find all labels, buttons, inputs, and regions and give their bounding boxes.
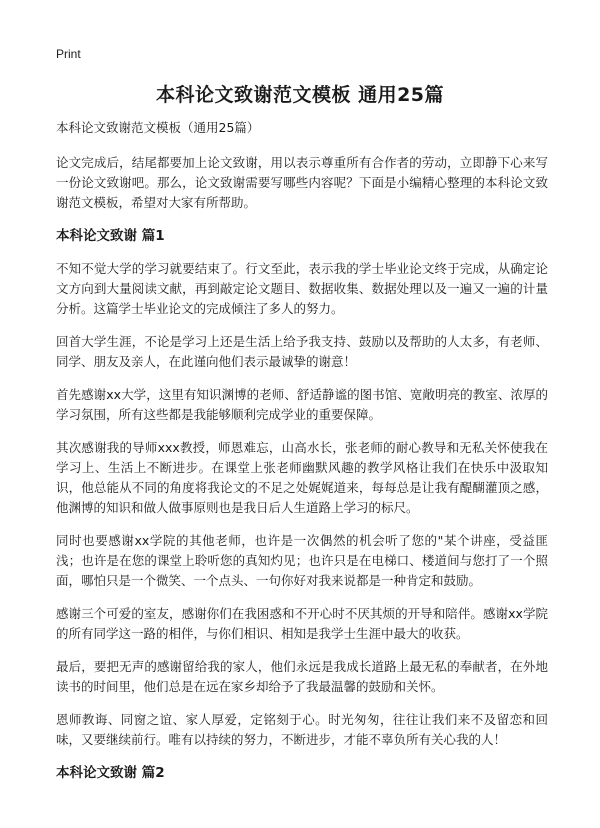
intro-paragraph: 论文完成后，结尾都要加上论文致谢，用以表示尊重所有合作者的劳动，立即静下心来写一份论文致谢吧。那么，论文致谢需要写哪些内容呢？下面是小编精心整理的本科论文致谢范文模板，希望对大家有所帮助。 (56, 155, 548, 210)
document-body (56, 118, 548, 796)
section-1-paragraph-3: 首先感谢xx大学，这里有知识渊博的老师、舒适静谧的图书馆、宽敞明亮的教室、浓厚的学习氛围，所有这些都是我能够顺利完成学业的重要保障。 (56, 387, 548, 422)
document-subtitle: 本科论文致谢范文模板（通用25篇） (56, 120, 260, 135)
section-1-paragraph-7: 最后，要把无声的感谢留给我的家人，他们永远是我成长道路上最无私的奉献者，在外地读书的时间里，他们总是在远在家乡却给予了我最温馨的鼓励和关怀。 (56, 659, 548, 694)
section-1-paragraph-8: 恩师教诲、同窗之谊、家人厚爱，定铭刻于心。时光匆匆，往往让我们来不及留恋和回味，又要继续前行。唯有以持续的努力，不断进步，才能不辜负所有关心我的人！ (56, 712, 548, 747)
section-1-paragraph-6: 感谢三个可爱的室友，感谢你们在我困惑和不开心时不厌其烦的开导和陪伴。感谢xx学院的所有同学这一路的相伴，与你们相识、相知是我学士生涯中最大的收获。 (56, 606, 548, 641)
section-1-paragraph-2: 回首大学生涯，不论是学习上还是生活上给予我支持、鼓励以及帮助的人太多，有老师、同学、朋友及亲人，在此谨向他们表示最诚挚的谢意！ (56, 334, 548, 369)
section-heading-2: 本科论文致谢 篇2 (56, 765, 165, 781)
section-1-paragraph-4: 其次感谢我的导师xxx教授，师恩难忘，山高水长，张老师的耐心教导和无私关怀使我在学习上、生活上不断进步。在课堂上张老师幽默风趣的教学风格让我们在快乐中汲取知识，他总能从不同的角度将我论文的不足之处娓娓道来，每每总是让我有醍醐灌顶之感，他渊博的知识和做人做事原则也是我日后人生道路上学习的标尺。 (56, 440, 548, 515)
section-1-paragraph-1: 不知不觉大学的学习就要结束了。行文至此，表示我的学士毕业论文终于完成，从确定论文方向到大量阅读文献，再到敲定论文题目、数据收集、数据处理以及一遍又一遍的计量分析。这篇学士毕业论文的完成倾注了多人的努力。 (56, 261, 548, 316)
section-heading-1: 本科论文致谢 篇1 (56, 228, 165, 244)
page-title: 本科论文致谢范文模板 通用25篇 (155, 84, 445, 106)
print-link[interactable]: Print (56, 47, 81, 61)
section-1-paragraph-5: 同时也要感谢xx学院的其他老师，也许是一次偶然的机会听了您的"某个讲座，受益匪浅；也许是在您的课堂上聆听您的真知灼见；也许只是在电梯口、楼道间与您打了一个照面，哪怕只是一个微笑、一个点头、一句你好对我来说都是一种肯定和鼓励。 (56, 533, 548, 588)
